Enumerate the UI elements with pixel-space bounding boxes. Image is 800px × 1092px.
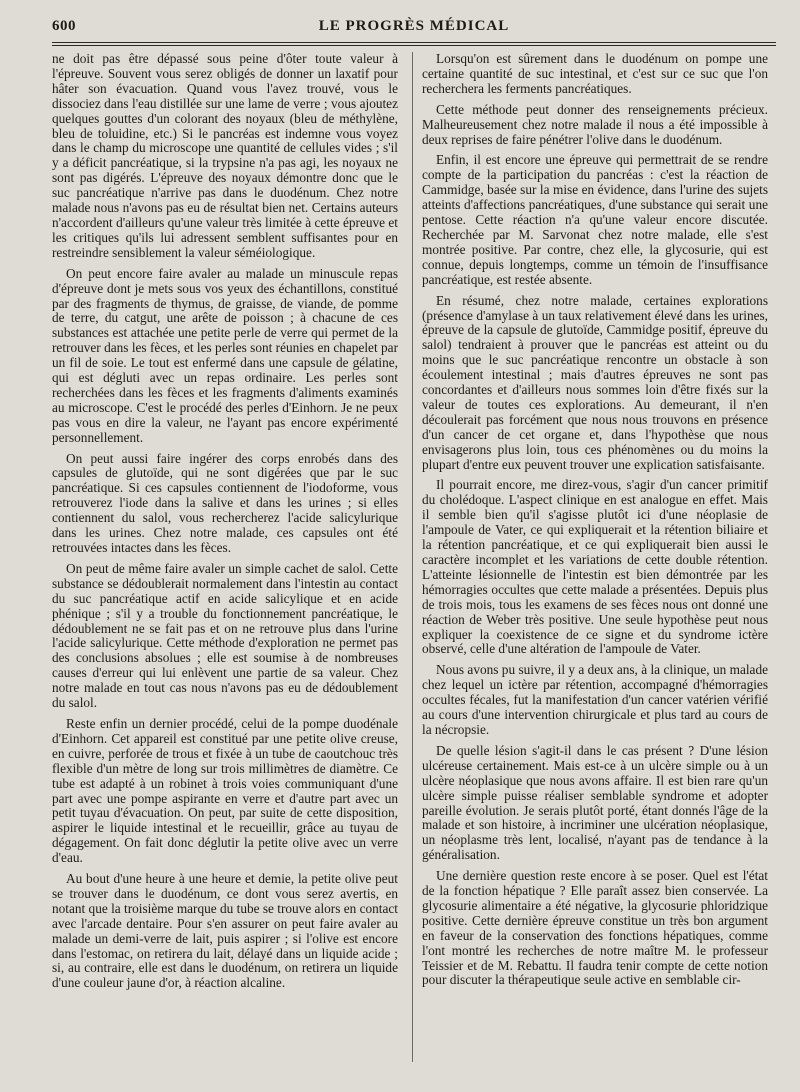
right-column — [422, 52, 768, 994]
column-divider — [412, 52, 413, 1062]
page-number: 600 — [52, 18, 76, 34]
paragraph: Il pourrait encore, me direz-vous, s'agir d'un cancer primitif du cholédoque. L'aspect clinique en est analogue en effet. Mais il semble bien qu'il s'agisse plutôt ici d'une néoplasie de l'ampoule de Vater, ce qui expliquerait et la rétention biliaire et la rétention pancréatique, et ce qui expliquerait bien aussi le caractère incomplet et les variations de cette double rétention. L'atteinte lésionnelle de l'intestin est bien démontrée par les hémorragies occultes que cette malade a présentées. Depuis plus de trois mois, tous les examens de ses fèces nous ont donné une réaction de Weber très positive. Une seule hypothèse peut nous expliquer la coexistence de ce signe et du syndrome ictère observé, celle d'une altération de l'ampoule de Vater. — [422, 477, 768, 657]
left-column — [52, 52, 398, 997]
paragraph: ne doit pas être dépassé sous peine d'ôter toute valeur à l'épreuve. Souvent vous serez obligés de donner un laxatif pour hâter son évacuation. Quand vous l'avez trouvé, vous le dissociez dans l'eau distillée sur une lame de verre ; vous ajoutez quelques gouttes d'un colorant des noyaux (bleu de méthylène, bleu de toluidine, etc.) Si le pancréas est indemne vous voyez dans le champ du microscope une quantité de cellules vides ; s'il y a déficit pancréatique, si la trypsine n'a pas agi, les noyaux ne sont pas digérés. L'épreuve des noyaux démontre donc que le suc pancréatique n'arrive pas dans le duodénum. Chez notre malade nous n'avons pas eu de résultat bien net. Certains auteurs n'accordent d'ailleurs qu'une valeur très limitée à cette épreuve et les critiques qu'ils lui adressent semblent suffisantes pour en restreindre sensiblement la valeur séméiologique. — [52, 51, 398, 260]
paragraph: On peut de même faire avaler un simple cachet de salol. Cette substance se dédoublerait normalement dans l'intestin au contact du suc pancréatique actif en acide salicylique et en acide phénique ; s'il y a trouble du fonctionnement pancréatique, le dédoublement ne se fait pas et on ne retrouve plus dans l'urine l'acide salicylurique. Cette méthode d'exploration ne permet pas des conclusions absolues ; elle est soumise à de nombreuses causes d'erreur qui lui enlèvent une partie de sa valeur. Chez notre malade en tout cas nous n'avons pas eu de dédoublement du salol. — [52, 560, 398, 711]
header-rule — [52, 42, 776, 46]
paragraph: Une dernière question reste encore à se poser. Quel est l'état de la fonction hépatique ? Elle paraît assez bien conservée. La glycosurie alimentaire a été négative, la glycosurie phloridzique positive. Cette dernière épreuve constitue un très bon argument en faveur de la conservation des fonctions hépatiques, comme l'ont montré les recherches de notre maître M. le professeur Teissier et de M. Rebattu. Il faudra tenir compte de cette notion pour discuter la thérapeutique seule active en semblable cir- — [422, 868, 768, 988]
paragraph: Enfin, il est encore une épreuve qui permettrait de se rendre compte de la participation du pancréas : c'est la réaction de Cammidge, basée sur la mise en évidence, dans l'urine des sujets atteints d'affections pancréatiques, d'une substance qui serait une pentose. Cette réaction n'a qu'une valeur encore discutée. Recherchée par M. Sarvonat chez notre malade, elle s'est montrée positive. Par contre, chez elle, la glycosurie, qui est connue, depuis longtemps, comme un témoin de l'insuffisance pancréatique, est restée absente. — [422, 152, 768, 287]
paragraph: Au bout d'une heure à une heure et demie, la petite olive peut se trouver dans le duodénum, ce dont vous serez avertis, en notant que la troisième marque du tube se trouve alors en contact avec l'arcade dentaire. Pour s'en assurer on peut faire avaler au malade un demi-verre de lait, puis aspirer ; si l'olive est encore dans l'estomac, on retirera du lait, délayé dans un liquide acide ; si, au contraire, elle est dans le duodénum, on retirera un liquide d'une couleur jaune d'or, à réaction alcaline. — [52, 871, 398, 991]
paragraph: Cette méthode peut donner des renseignements précieux. Malheureusement chez notre malade il nous a été impossible à deux reprises de faire pénétrer l'olive dans le duodénum. — [422, 101, 768, 147]
paragraph: De quelle lésion s'agit-il dans le cas présent ? D'une lésion ulcéreuse certainement. Mais est-ce à un ulcère simple ou à un ulcère néoplasique que nous avons affaire. Il est bien rare qu'un ulcère simple puisse réaliser semblable syndrome et adopter pareille évolution. Je serais plutôt porté, étant donnés l'âge de la malade et son histoire, à incriminer une ulcération néoplasique, un néoplasme très lent, localisé, n'ayant pas de tendance à la généralisation. — [422, 742, 768, 863]
paragraph: On peut encore faire avaler au malade un minuscule repas d'épreuve dont je mets sous vos yeux des échantillons, constitué par des fragments de thymus, de graisse, de viande, de pomme de terre, du catgut, une arête de poisson ; à chacune de ces substances est attachée une petite perle de verre qui permet de la retrouver dans les fèces, et les perles sont réunies en chapelet par un fil de soie. Le tout est enfermé dans une capsule de gélatine, qui est dégluti avec un repas ordinaire. Les perles sont recherchées dans les fèces et les fragments d'aliments examinés au microscope. C'est le procédé des perles d'Einhorn. Je ne peux pas vous en dire la valeur, ne l'ayant pas encore expérimenté personnellement. — [52, 265, 398, 445]
paragraph: En résumé, chez notre malade, certaines explorations (présence d'amylase à un taux relativement élevé dans les urines, épreuve de la capsule de glutoïde, Cammidge positif, épreuve du salol) tendraient à prouver que le pancréas est atteint ou du moins que le suc pancréatique rencontre un obstacle à son écoulement intestinal ; mais d'autres épreuves ne sont pas concordantes et d'ailleurs nous sommes loin d'être fixés sur la valeur de toutes ces explorations. Au demeurant, il n'en découlerait pas forcément que nous nous trouvons en présence d'un cancer de cet organe et, dans l'hypothèse que nous envisagerons plus loin, tous ces phénomènes ou du moins la plupart d'entre eux peuvent trouver une explication satisfaisante. — [422, 292, 768, 472]
page-header — [52, 16, 776, 38]
paragraph: Reste enfin un dernier procédé, celui de la pompe duodénale d'Einhorn. Cet appareil est constitué par une petite olive creuse, en cuivre, perforée de trous et fixée à un tube de caoutchouc très flexible d'un mètre de long sur trois millimètres de diamètre. Ce tube est adapté à un robinet à trois voies communiquant d'une part avec une pompe aspirante en verre et d'autre part avec un petit tuyau d'évacuation. On peut, par suite de cette disposition, aspirer le liquide intestinal et le recueillir, grâce au tuyau de dégagement. On fait donc déglutir la petite olive avec un verre d'eau. — [52, 715, 398, 866]
paragraph: Lorsqu'on est sûrement dans le duodénum on pompe une certaine quantité de suc intestinal, et c'est sur ce suc que l'on recherchera les ferments pancréatiques. — [422, 51, 768, 96]
paragraph: On peut aussi faire ingérer des corps enrobés dans des capsules de glutoïde, qui ne sont digérées que par le suc pancréatique. Si ces capsules contiennent de l'iodoforme, vous retrouverez l'iode dans la salive et dans les urines ; si elles contiennent du salol, vous rechercherez l'acide salicylurique dans les urines. Chez notre malade, ces capsules ont été retrouvées intactes dans les fèces. — [52, 450, 398, 555]
journal-title: LE PROGRÈS MÉDICAL — [318, 18, 510, 34]
paragraph: Nous avons pu suivre, il y a deux ans, à la clinique, un malade chez lequel un ictère par rétention, accompagné d'hémorragies occultes fécales, fut la manifestation d'un cancer vatérien vérifié au cours d'une intervention chirurgicale et plus tard au cours de la nécropsie. — [422, 662, 768, 737]
